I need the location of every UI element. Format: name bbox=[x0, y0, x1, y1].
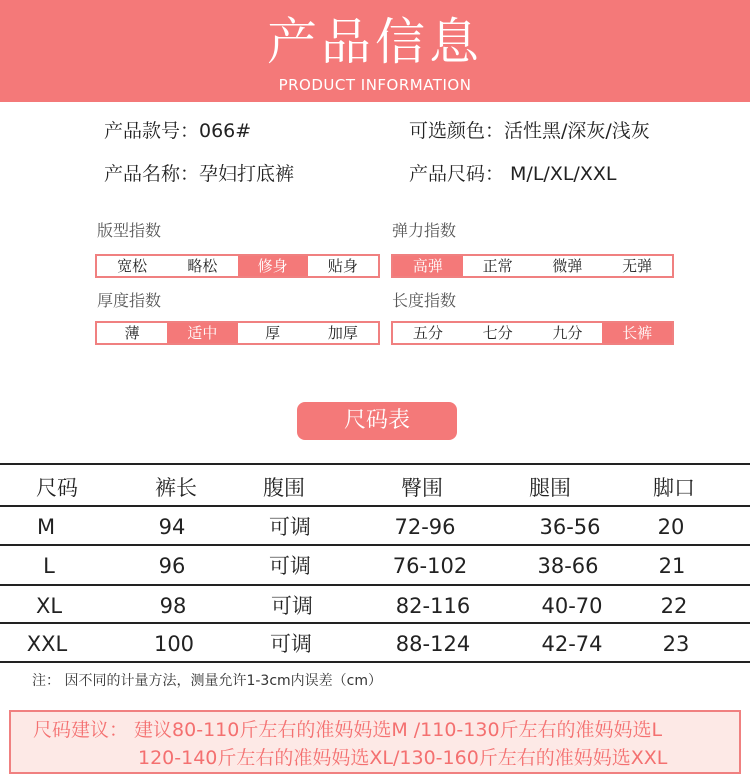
header-banner bbox=[0, 0, 750, 102]
table-cell: 88-124 bbox=[395, 632, 471, 656]
table-cell: 可调 bbox=[269, 554, 311, 578]
table-cell: 20 bbox=[657, 515, 685, 539]
style-number: 产品款号：066# bbox=[104, 120, 252, 142]
fit-index-scale bbox=[95, 254, 380, 278]
elastic-option: 无弹 bbox=[622, 257, 653, 275]
table-cell: 96 bbox=[158, 554, 186, 578]
table-cell: 38-66 bbox=[537, 554, 599, 578]
table-cell: 可调 bbox=[269, 515, 311, 539]
product-sizes: 产品尺码： M/L/XL/XXL bbox=[409, 163, 617, 185]
page-subtitle: PRODUCT INFORMATION bbox=[278, 76, 472, 94]
length-index-label: 长度指数 bbox=[392, 291, 457, 310]
table-header: 脚口 bbox=[653, 476, 695, 500]
thickness-index-label: 厚度指数 bbox=[97, 291, 162, 310]
fit-option: 修身 bbox=[238, 256, 308, 276]
table-cell: M bbox=[36, 515, 56, 539]
table-cell: 23 bbox=[662, 632, 690, 656]
size-advice-box bbox=[9, 710, 741, 774]
table-cell: 94 bbox=[158, 515, 186, 539]
table-rule bbox=[0, 661, 750, 663]
table-cell: XL bbox=[35, 594, 63, 618]
table-cell: 36-56 bbox=[539, 515, 601, 539]
thickness-option: 加厚 bbox=[327, 324, 358, 342]
thickness-option: 适中 bbox=[167, 323, 237, 343]
thickness-index-scale bbox=[95, 321, 380, 345]
table-rule bbox=[0, 505, 750, 507]
size-advice-line: 尺码建议： 建议80-110斤左右的准妈妈选M /110-130斤左右的准妈妈选L bbox=[33, 719, 663, 741]
size-chart-button[interactable]: 尺码表 bbox=[297, 402, 457, 440]
elastic-index-label: 弹力指数 bbox=[392, 221, 457, 240]
fit-option: 略松 bbox=[187, 257, 218, 275]
table-header: 臀围 bbox=[401, 476, 443, 500]
table-cell: 21 bbox=[658, 554, 686, 578]
table-cell: L bbox=[43, 554, 55, 578]
length-option: 九分 bbox=[552, 324, 583, 342]
table-cell: 100 bbox=[153, 632, 195, 656]
page-title: 产品信息 bbox=[267, 13, 483, 71]
table-header: 裤长 bbox=[155, 476, 197, 500]
length-option: 五分 bbox=[412, 324, 443, 342]
product-name: 产品名称：孕妇打底裤 bbox=[104, 163, 295, 185]
thickness-option: 薄 bbox=[124, 324, 140, 342]
table-cell: 98 bbox=[159, 594, 187, 618]
fit-index-label: 版型指数 bbox=[97, 221, 162, 240]
table-cell: 可调 bbox=[270, 632, 312, 656]
table-cell: 40-70 bbox=[541, 594, 603, 618]
fit-option: 贴身 bbox=[327, 257, 358, 275]
table-cell: 42-74 bbox=[541, 632, 603, 656]
table-cell: 可调 bbox=[271, 594, 313, 618]
elastic-index-scale bbox=[391, 254, 674, 278]
length-index-scale bbox=[391, 321, 674, 345]
elastic-option: 微弹 bbox=[552, 257, 583, 275]
table-rule bbox=[0, 463, 750, 465]
available-colors: 可选颜色：活性黑/深灰/浅灰 bbox=[409, 120, 650, 142]
thickness-option: 厚 bbox=[265, 324, 281, 342]
table-rule bbox=[0, 544, 750, 546]
table-header: 腿围 bbox=[529, 476, 571, 500]
table-cell: XXL bbox=[26, 632, 68, 656]
table-header: 尺码 bbox=[36, 476, 78, 500]
table-rule bbox=[0, 584, 750, 586]
table-cell: 22 bbox=[660, 594, 688, 618]
table-cell: 76-102 bbox=[392, 554, 468, 578]
elastic-option: 正常 bbox=[482, 257, 513, 275]
table-rule bbox=[0, 622, 750, 624]
table-cell: 72-96 bbox=[394, 515, 456, 539]
size-advice-line: 120-140斤左右的准妈妈选XL/130-160斤左右的准妈妈选XXL bbox=[138, 747, 668, 769]
table-header: 腹围 bbox=[263, 476, 305, 500]
elastic-option: 高弹 bbox=[393, 256, 463, 276]
measurement-note: 注： 因不同的计量方法，测量允许1-3cm内误差（cm） bbox=[32, 673, 382, 689]
table-cell: 82-116 bbox=[395, 594, 471, 618]
length-option: 长裤 bbox=[602, 323, 672, 343]
length-option: 七分 bbox=[482, 324, 513, 342]
fit-option: 宽松 bbox=[117, 257, 148, 275]
